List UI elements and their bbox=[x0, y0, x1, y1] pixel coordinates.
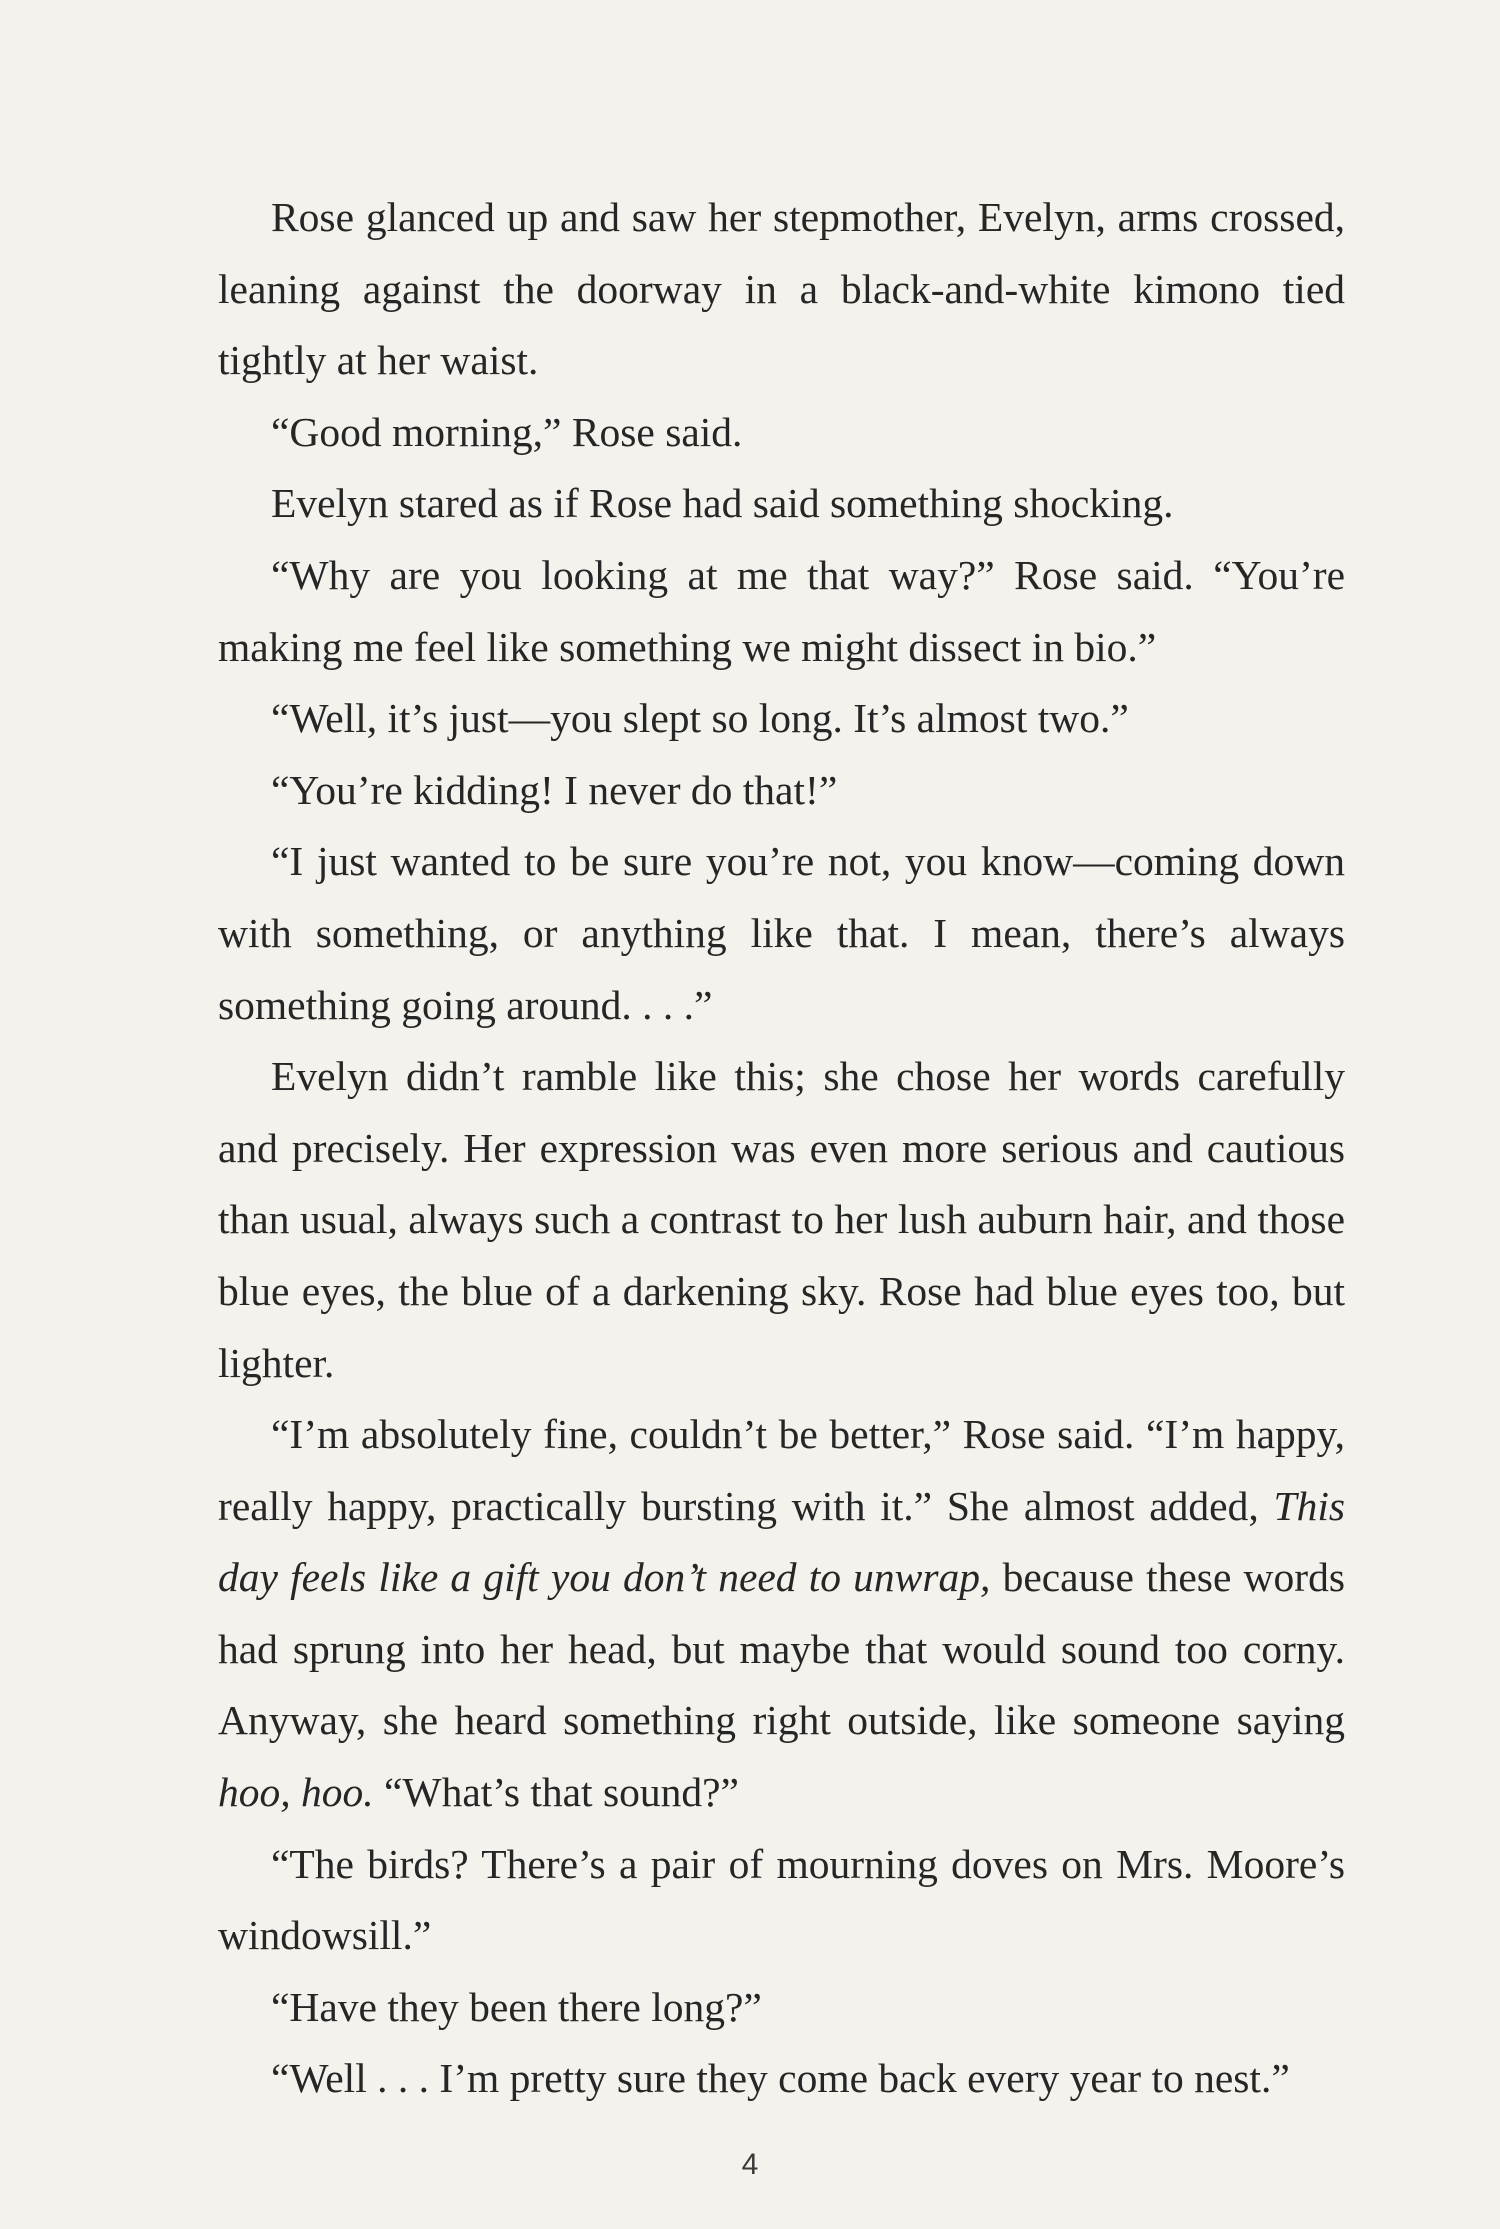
paragraph: “I just wanted to be sure you’re not, you know—coming down with something, or anything like that. I mean, there’s always something going around. . . .” bbox=[218, 838, 1345, 1028]
paragraph bbox=[218, 1399, 1345, 1829]
paragraph: Evelyn didn’t ramble like this; she chose her words carefully and precisely. Her expression was even more serious and cautious than usual, always such a contrast to her lush auburn hair, and those blue eyes, the blue of a darkening sky. Rose had blue eyes too, but lighter. bbox=[218, 1053, 1345, 1386]
paragraph-text: “I’m absolutely fine, couldn’t be better,” Rose said. “I’m happy, really happy, practically bursting with it.” She almost added, bbox=[218, 1411, 1345, 1529]
page-number: 4 bbox=[741, 2148, 759, 2181]
body-text bbox=[218, 182, 1345, 2115]
paragraph: “Well . . . I’m pretty sure they come back every year to nest.” bbox=[271, 2055, 1290, 2102]
paragraph-text: because these words had sprung into her head, but maybe that would sound too corny. Anyway, she heard something right outside, like someone saying bbox=[218, 1554, 1345, 1744]
italic-thought: This day feels like a gift you don’t need to unwrap, bbox=[218, 1482, 1345, 1601]
paragraph: “Why are you looking at me that way?” Rose said. “You’re making me feel like something we might dissect in bio.” bbox=[218, 551, 1345, 670]
paragraph: “Have they been there long?” bbox=[271, 1983, 762, 2030]
paragraph-text: “What’s that sound?” bbox=[373, 1769, 739, 1816]
paragraph: Evelyn stared as if Rose had said something shocking. bbox=[271, 480, 1174, 527]
paragraph: “You’re kidding! I never do that!” bbox=[271, 766, 838, 813]
paragraph: Rose glanced up and saw her stepmother, Evelyn, arms crossed, leaning against the doorway in a black-and-white kimono tied tightly at her waist. bbox=[218, 194, 1345, 384]
paragraph: “Well, it’s just—you slept so long. It’s almost two.” bbox=[271, 695, 1129, 742]
paragraph: “Good morning,” Rose said. bbox=[271, 408, 743, 455]
paragraph: “The birds? There’s a pair of mourning doves on Mrs. Moore’s windowsill.” bbox=[218, 1840, 1345, 1959]
italic-sound: hoo, hoo. bbox=[218, 1769, 374, 1816]
